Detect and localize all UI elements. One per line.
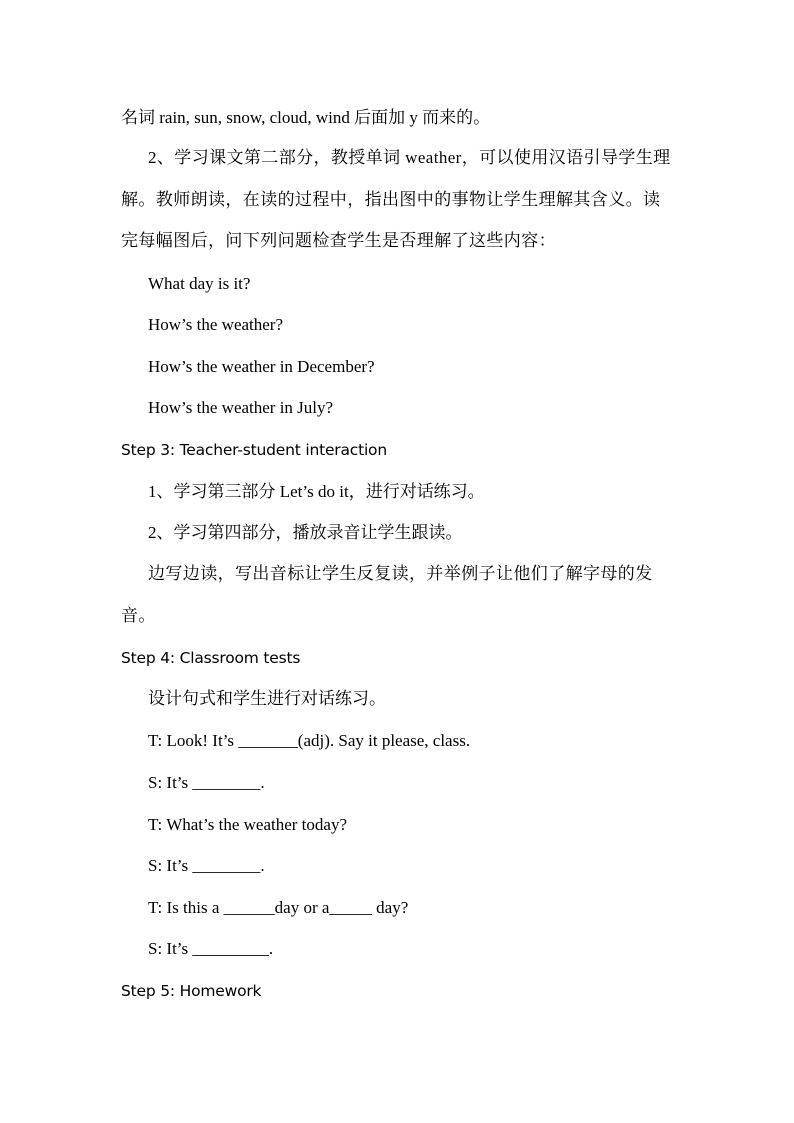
step3-item-2: 2、学习第四部分，播放录音让学生跟读。 [148, 523, 463, 542]
step4-heading: Step 4: Classroom tests [121, 649, 301, 667]
dialogue-line: S: It’s ________. [148, 773, 265, 792]
question-1: What day is it? [148, 274, 251, 293]
paragraph-continuation: 名词 rain, sun, snow, cloud, wind 后面加 y 而来的。 [121, 108, 491, 127]
step3-heading: Step 3: Teacher-student interaction [121, 441, 387, 459]
dialogue-line: S: It’s _________. [148, 939, 274, 958]
dialogue-line: T: Look! It’s _______(adj). Say it please, class. [148, 731, 471, 750]
step3-item-1: 1、学习第三部分 Let’s do it，进行对话练习。 [148, 482, 485, 501]
question-4: How’s the weather in July? [148, 398, 334, 417]
dialogue-line: S: It’s ________. [148, 856, 265, 875]
question-2: How’s the weather? [148, 315, 284, 334]
dialogue-line: T: What’s the weather today? [148, 815, 347, 834]
dialogue-line: T: Is this a ______day or a_____ day? [148, 898, 409, 917]
step4-intro: 设计句式和学生进行对话练习。 [148, 689, 386, 708]
step3-note: 边写边读，写出音标让学生反复读，并举例子让他们了解字母的发音。 [121, 564, 653, 625]
step5-heading: Step 5: Homework [121, 982, 262, 1000]
question-3: How’s the weather in December? [148, 357, 375, 376]
paragraph-item-2-vocab: 2、学习课文第二部分，教授单词 weather，可以使用汉语引导学生理解。教师朗读，在读的过程中，指出图中的事物让学生理解其含义。读完每幅图后，问下列问题检查学生是否理解了这些内容： [121, 148, 671, 250]
